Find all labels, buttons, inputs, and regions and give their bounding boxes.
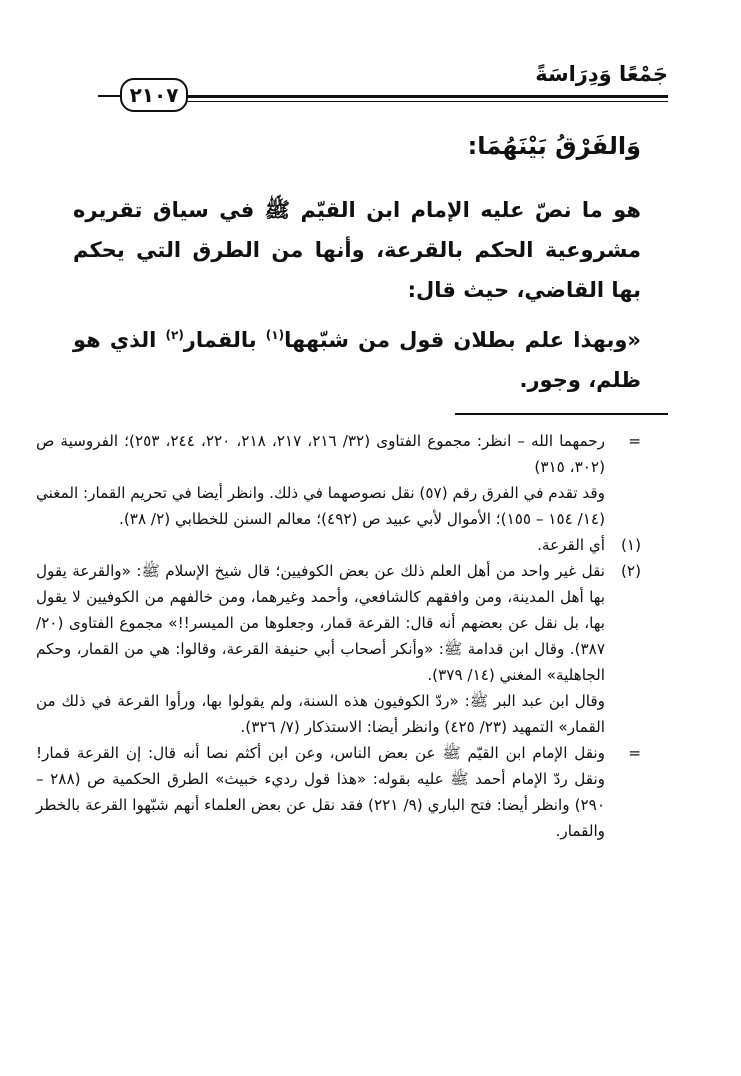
footnote-1-text: أي القرعة. bbox=[537, 536, 605, 554]
footnote-ref-2: (٢) bbox=[165, 328, 184, 342]
footnotes bbox=[36, 428, 641, 844]
footnote-2-text: نقل غير واحد من أهل العلم ذلك عن بعض الكوفيين؛ قال شيخ الإسلام ﷺ: «والقرعة يقول بها أهل المدينة، ومن وافقهم كالشافعي، وأحمد وغيرهما، ومن خالفهم من الكوفيين لا يقول بها، بل نقل عن بعضهم أنه قال: القرعة قمار، وجعلوها من الميسر!!» مجموع الفتاوى (٢٠/ ٣٨٧). وقال ابن قدامة ﷺ: «وأنكر أصحاب أبي حنيفة القرعة، وقالوا: هي من القمار، وحكم الجاهلية» المغني (١٤/ ٣٧٩). bbox=[36, 562, 605, 684]
continuation-mark: = bbox=[628, 432, 641, 450]
footnote-continued bbox=[36, 428, 641, 480]
quote-part-2: بالقمار bbox=[183, 328, 266, 352]
section-heading: وَالفَرْقُ بَيْنَهُمَا: bbox=[467, 132, 641, 160]
header-rule-thick bbox=[186, 95, 668, 98]
header-rule-thin bbox=[186, 101, 668, 102]
footnote-continued-text: رحمهما الله – انظر: مجموع الفتاوى (٣٢/ ٢١٦، ٢١٧، ٢١٨، ٢٢٠، ٢٤٤، ٢٥٣)؛ الفروسية ص (٣٠٢، ٣١٥) bbox=[36, 432, 606, 476]
quote-part-3: الذي هو ظلم، وجور. bbox=[73, 328, 641, 392]
footnote-2-para-2-text: وقال ابن عبد البر ﷺ: «ردّ الكوفيون هذه السنة، ولم يقولوا بها، ورأوا القرعة في ذلك من القمار» التمهيد (٢٣/ ٤٢٥) وانظر أيضا: الاستذكار (٧/ ٣٢٦). bbox=[36, 692, 605, 736]
footnote-1 bbox=[36, 532, 641, 558]
body-paragraph-2 bbox=[73, 320, 641, 400]
running-title: جَمْعًا وَدِرَاسَةً bbox=[535, 62, 668, 86]
page-header bbox=[98, 58, 668, 108]
footnote-continued-text-2: وقد تقدم في الفرق رقم (٥٧) نقل نصوصهما في ذلك. وانظر أيضا في تحريم القمار: المغني (١٤/ ١٥٤ – ١٥٥)؛ الأموال لأبي عبيد ص (٤٩٢)؛ معالم السنن للخطابي (٢/ ٣٨). bbox=[36, 484, 605, 528]
footnote-2 bbox=[36, 558, 641, 688]
end-continuation-mark: = bbox=[628, 744, 641, 762]
footnote-separator bbox=[455, 413, 668, 415]
quote-part-1: «وبهذا علم بطلان قول من شبّهها bbox=[284, 328, 641, 352]
footnote-2-para-3 bbox=[36, 740, 641, 844]
footnote-2-para-3-text: ونقل الإمام ابن القيّم ﷺ عن بعض الناس، وعن ابن أكثم نصا أنه قال: إن القرعة قمار! ونقل ردّ الإمام أحمد ﷺ عليه بقوله: «هذا قول رديء خبيث» الطرق الحكمية ص (٢٨٨ – ٢٩٠) وانظر أيضا: فتح الباري (٩/ ٢٢١) فقد نقل عن بعض العلماء أنهم شبّهوا القرعة بالخطر والقمار. bbox=[36, 744, 606, 840]
page-number: ٢١٠٧ bbox=[120, 78, 188, 112]
footnote-2-mark: (٢) bbox=[620, 562, 641, 580]
footnote-1-mark: (١) bbox=[620, 536, 641, 554]
footnote-continued-2 bbox=[36, 480, 641, 532]
footnote-2-para-2 bbox=[36, 688, 641, 740]
footnote-ref-1: (١) bbox=[265, 328, 285, 342]
body-paragraph-1: هو ما نصّ عليه الإمام ابن القيّم ﷺ في سياق تقريره مشروعية الحكم بالقرعة، وأنها من الطرق التي يحكم بها القاضي، حيث قال: bbox=[73, 198, 641, 302]
